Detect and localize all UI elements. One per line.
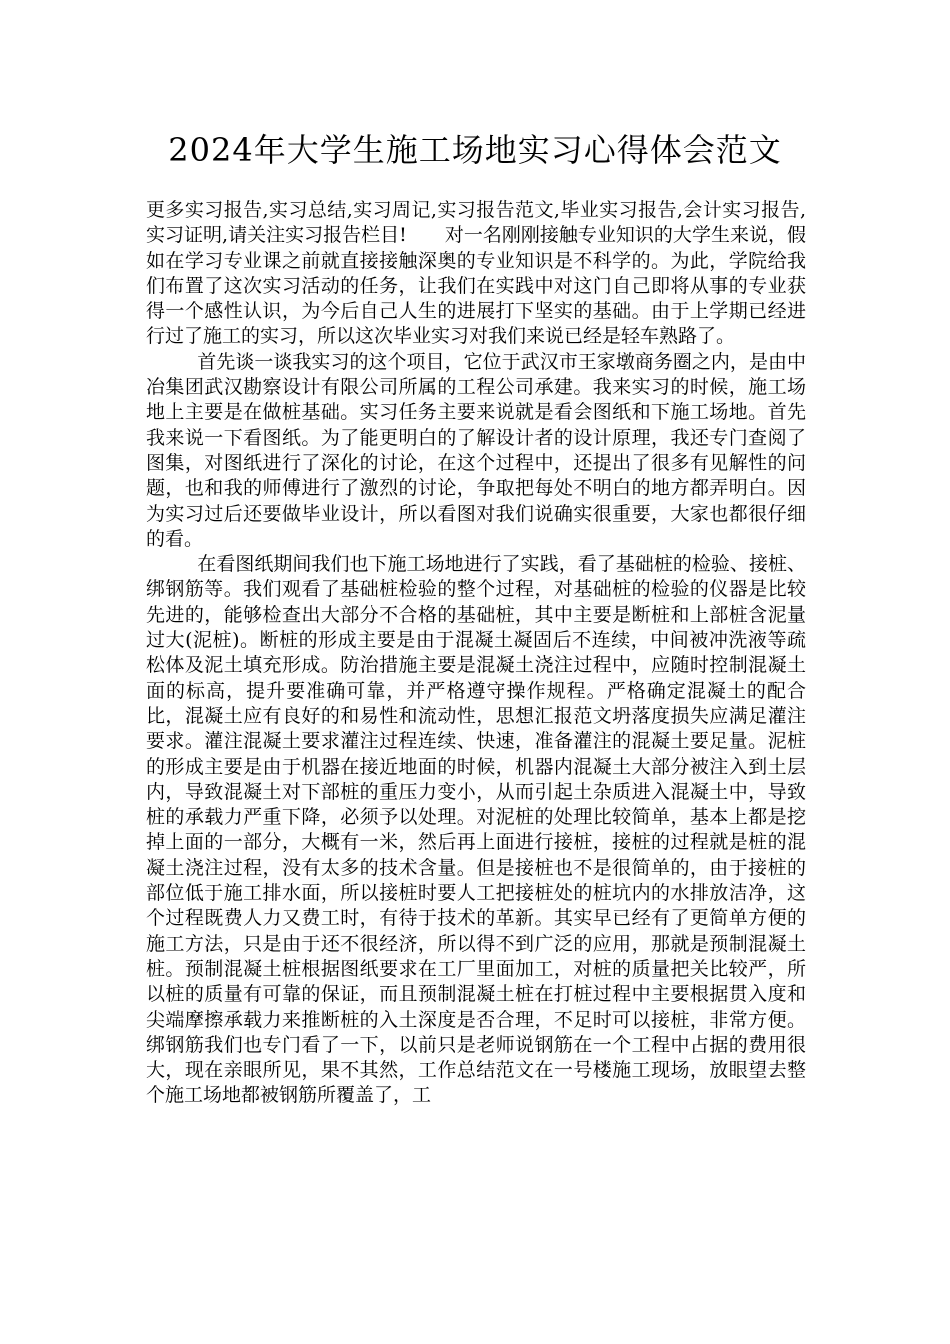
paragraph-intro: 更多实习报告,实习总结,实习周记,实习报告范文,毕业实习报告,会计实习报告,实习证明,请关注实习报告栏目! 对一名刚刚接触专业知识的大学生来说，假如在学习专业课之前就直接接触深奥的专业知识是不科学的。为此，学院给我们布置了这次实习活动的任务，让我们在实践中对这门自己即将从事的专业获得一个感性认识，为今后自己人生的进展打下坚实的基础。由于上学期已经进行过了施工的实习，所以这次毕业实习对我们来说已经是轻车熟路了。	[146, 199, 806, 348]
document-body	[146, 198, 806, 1109]
document-title: 2024年大学生施工场地实习心得体会范文	[168, 131, 782, 169]
paragraph-site-practice: 在看图纸期间我们也下施工场地进行了实践，看了基础桩的检验、接桩、绑钢筋等。我们观看了基础桩检验的整个过程，对基础桩的检验的仪器是比较先进的，能够检查出大部分不合格的基础桩，其中主要是断桩和上部桩含泥量过大(泥桩)。断桩的形成主要是由于混凝土凝固后不连续，中间被冲洗液等疏松体及泥土填充形成。防治措施主要是混凝土浇注过程中，应随时控制混凝土面的标高，提升要准确可靠，并严格遵守操作规程。严格确定混凝土的配合比，混凝土应有良好的和易性和流动性，思想汇报范文坍落度损失应满足灌注要求。灌注混凝土要求灌注过程连续、快速，准备灌注的混凝土要足量。泥桩的形成主要是由于机器在接近地面的时候，机器内混凝土大部分被注入到土层内，导致混凝土对下部桩的重压力变小，从而引起土杂质进入混凝土中，导致桩的承载力严重下降，必须予以处理。对泥桩的处理比较简单，基本上都是挖掉上面的一部分，大概有一米，然后再上面进行接桩，接桩的过程就是桩的混凝土浇注过程，没有太多的技术含量。但是接桩也不是很简单的，由于接桩的部位低于施工排水面，所以接桩时要人工把接桩处的桩坑内的水排放洁净，这个过程既费人力又费工时，有待于技术的革新。其实早已经有了更简单方便的施工方法，只是由于还不很经济，所以得不到广泛的应用，那就是预制混凝土桩。预制混凝土桩根据图纸要求在工厂里面加工，对桩的质量把关比较严，所以桩的质量有可靠的保证，而且预制混凝土桩在打桩过程中主要根据贯入度和尖端摩擦承载力来推断桩的入土深度是否合理，不足时可以接桩，非常方便。绑钢筋我们也专门看了一下，以前只是老师说钢筋在一个工程中占据的费用很大，现在亲眼所见，果不其然，工作总结范文在一号楼施工现场，放眼望去整个施工场地都被钢筋所覆盖了，工	[146, 553, 806, 1107]
paragraph-project: 首先谈一谈我实习的这个项目，它位于武汉市王家墩商务圈之内，是由中冶集团武汉勘察设计有限公司所属的工程公司承建。我来实习的时候，施工场地上主要是在做桩基础。实习任务主要来说就是看会图纸和下施工场地。首先我来说一下看图纸。为了能更明白的了解设计者的设计原理，我还专门查阅了图集，对图纸进行了深化的讨论，在这个过程中，还提出了很多有见解性的问题，也和我的师傅进行了激烈的讨论，争取把每处不明白的地方都弄明白。因为实习过后还要做毕业设计，所以看图对我们说确实很重要，大家也都很仔细的看。	[146, 350, 806, 550]
